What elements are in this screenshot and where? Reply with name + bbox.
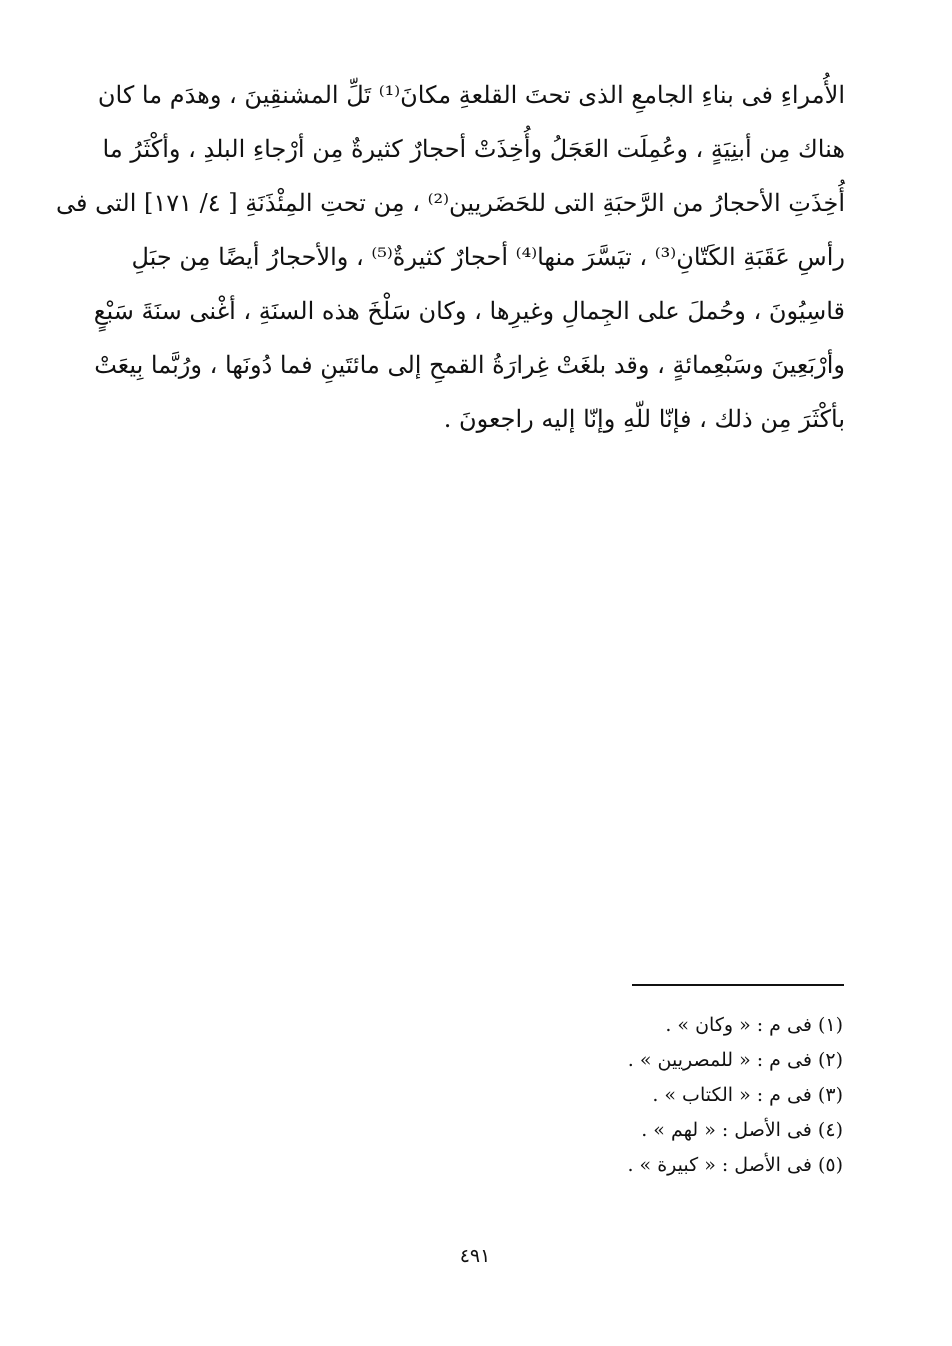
page-number: ٤٩١ <box>459 1245 491 1267</box>
footnote-2: (٢) فى م : « للمصريين » . <box>627 1049 843 1071</box>
footnote-3: (٣) فى م : « الكتاب » . <box>652 1084 843 1106</box>
body-line-4: رأسِ عَقَبَةِ الكَتّانِ⁽³⁾ ، تيَسَّرَ منها⁽⁴⁾ أحجارٌ كثيرةٌ⁽⁵⁾ ، والأحجارُ أيضًا مِن جبَلِ <box>131 243 845 271</box>
footnote-divider <box>632 984 844 986</box>
body-line-6: وأرْبَعِينَ وسَبْعِمائةٍ ، وقد بلغَتْ غِرارَةُ القمحِ إلى مائتَينِ فما دُونَها ، ورُبَّما بِيعَتْ <box>94 351 845 379</box>
footnote-4: (٤) فى الأصل : « لهم » . <box>641 1119 843 1141</box>
body-line-7: بأكْثَرَ مِن ذلك ، فإنّا للّهِ وإنّا إليه راجعونَ . <box>443 405 845 433</box>
body-line-2: هناك مِن أبنِيَةٍ ، وعُمِلَت العَجَلُ وأُخِذَتْ أحجارٌ كثيرةٌ مِن أرْجاءِ البلدِ ، وأكْثَرُ ما <box>102 135 845 163</box>
footnote-5: (٥) فى الأصل : « كبيرة » . <box>627 1154 843 1176</box>
body-line-1: الأُمراءِ فى بناءِ الجامعِ الذى تحتَ القلعةِ مكانَ⁽¹⁾ تَلِّ المشنقِينَ ، وهدَم ما كان <box>97 81 845 109</box>
body-line-3: أُخِذَتِ الأحجارُ من الرَّحبَةِ التى للحَضَريين⁽²⁾ ، مِن تحتِ المِئْذَنَةِ [ ٤/ ١٧١] التى فى <box>56 189 845 217</box>
main-text-block <box>56 68 845 446</box>
footnote-1: (١) فى م : « وكان » . <box>665 1014 843 1036</box>
footnotes-block <box>540 1008 843 1183</box>
body-line-5: قاسِيُونَ ، وحُملَ على الجِمالِ وغيرِها ، وكان سَلْخَ هذه السنَةِ ، أغْنى سنَةَ سَبْعٍ <box>93 297 845 325</box>
